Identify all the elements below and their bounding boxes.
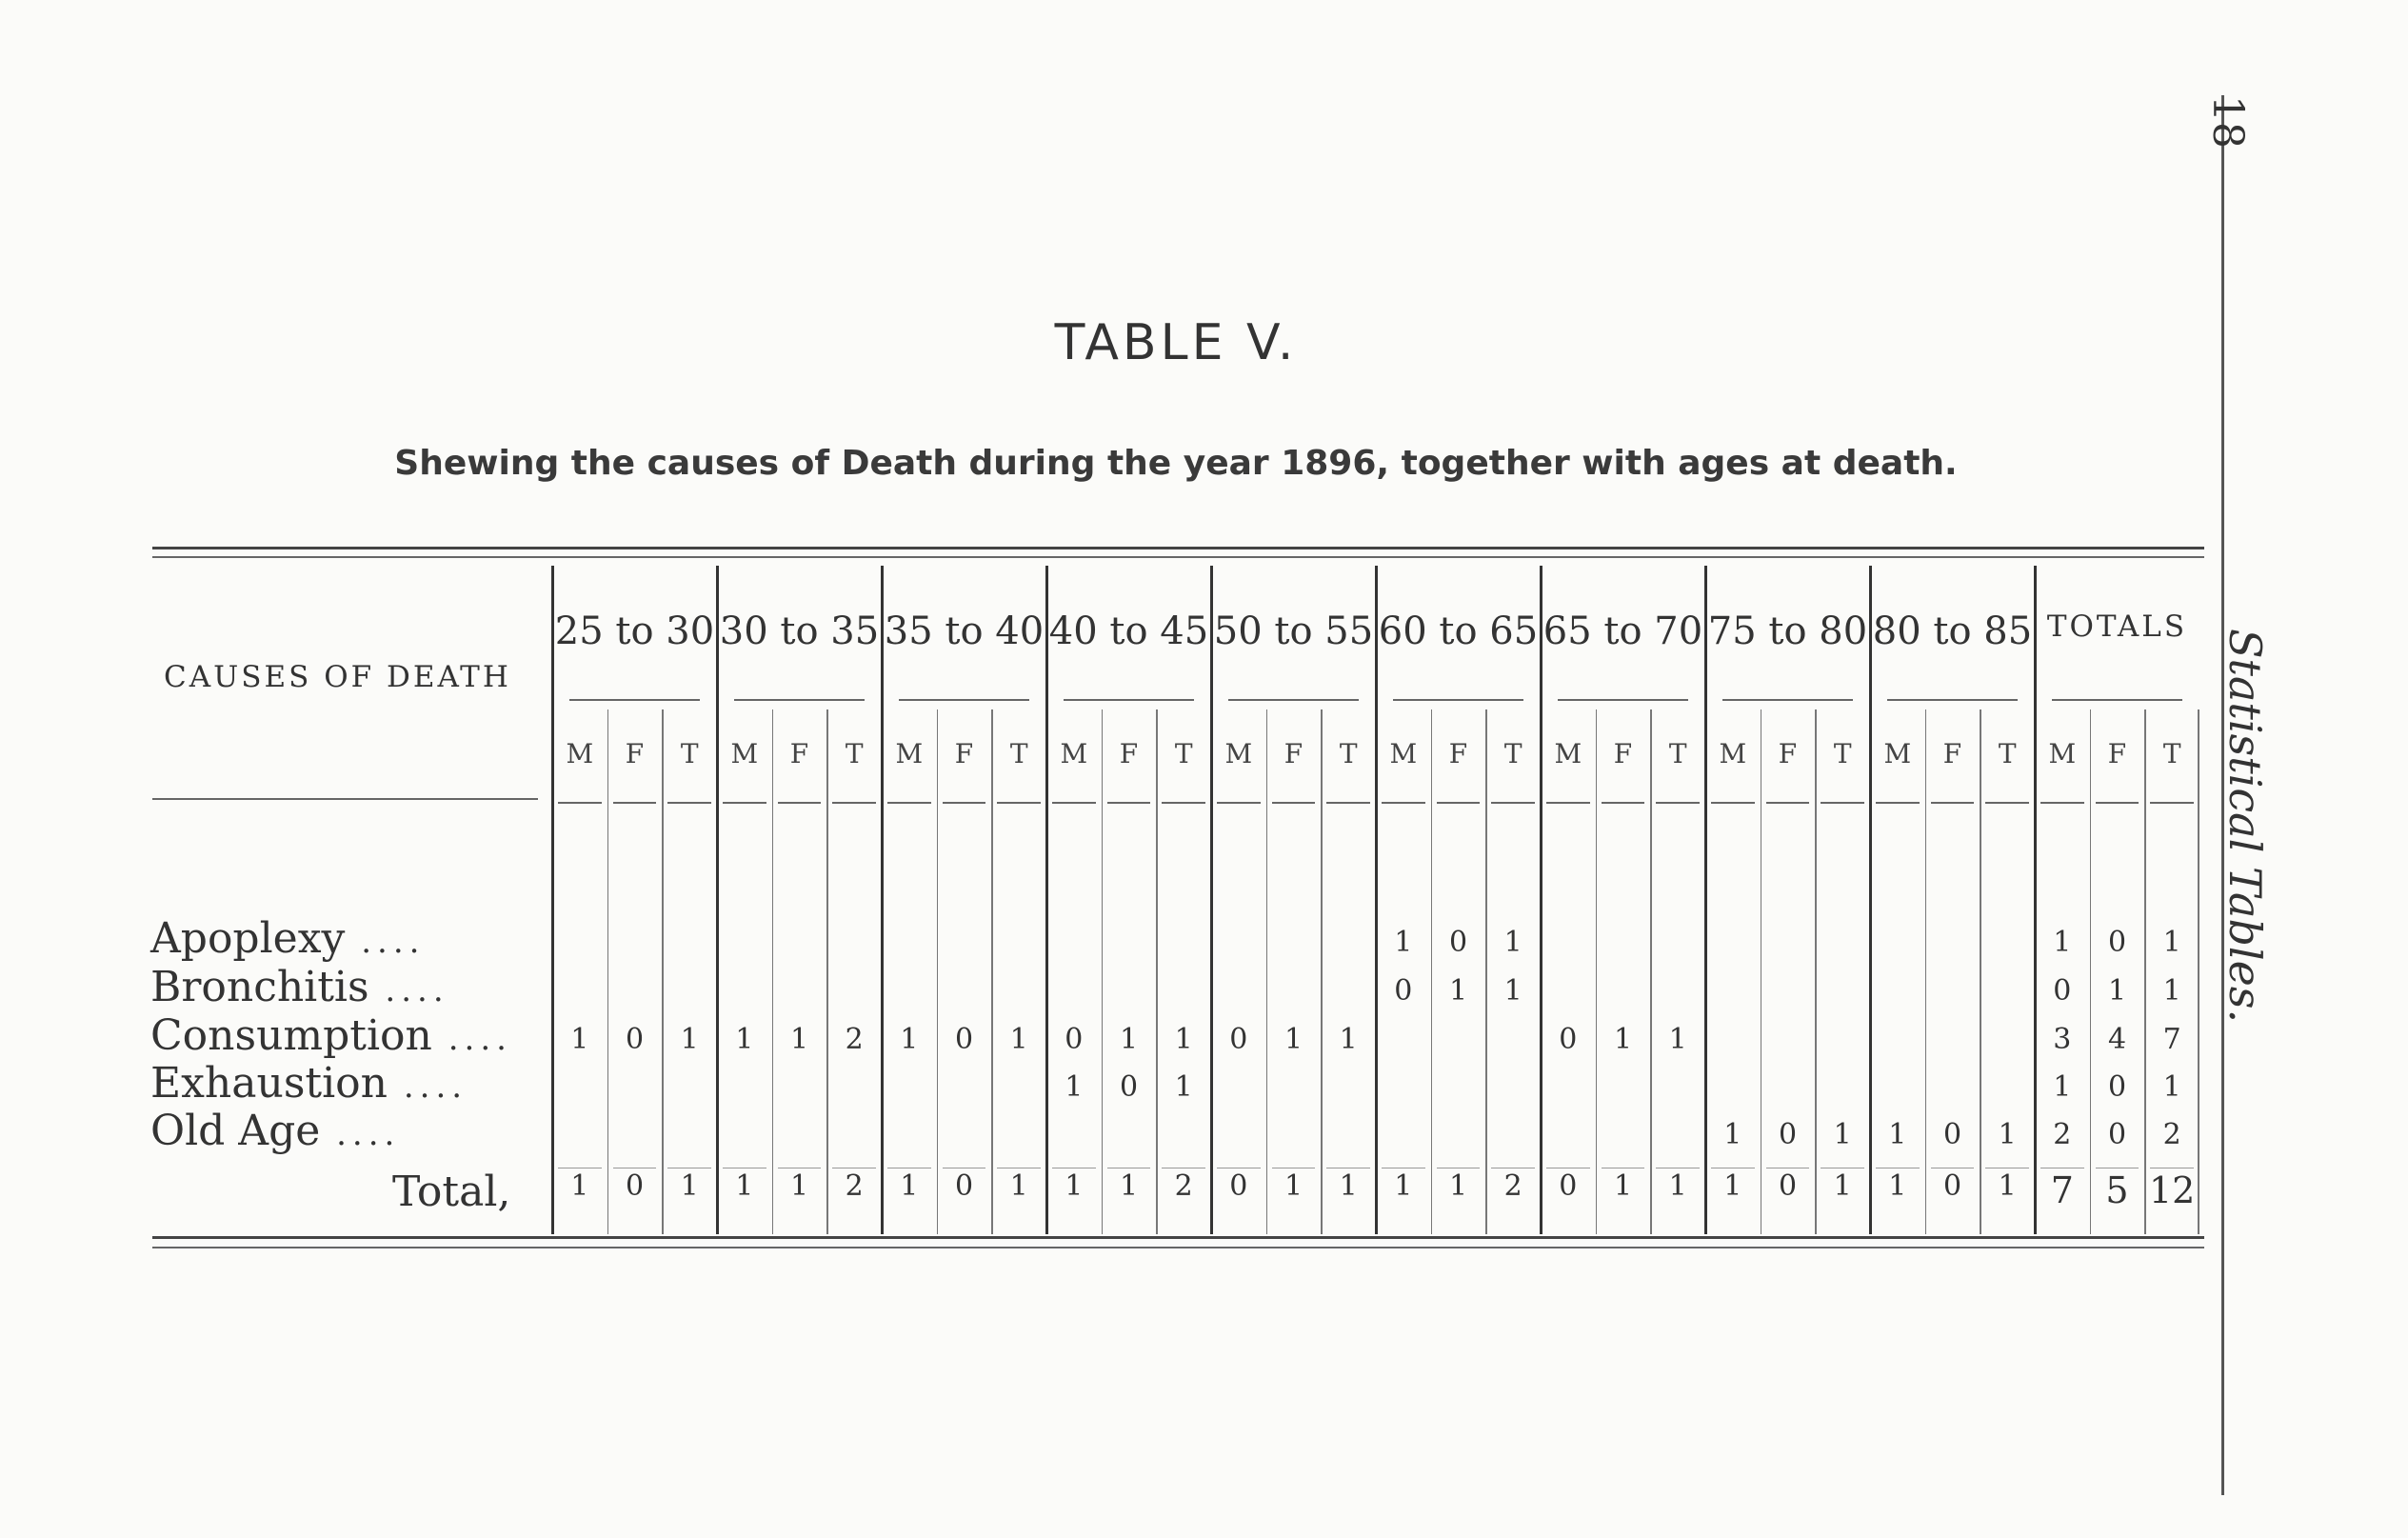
causes-of-death-header: CAUSES OF DEATH <box>164 660 511 694</box>
table-cell: 1 <box>680 1023 699 1056</box>
sub-column-divider <box>662 709 664 1234</box>
table-cell: 1 <box>1723 1118 1742 1151</box>
mft-header: F <box>789 738 809 769</box>
total-cell: 1 <box>1723 1169 1742 1203</box>
table-cell: 1 <box>1998 1118 2017 1151</box>
causes-underline <box>152 798 538 800</box>
mft-underline <box>1217 802 1261 804</box>
mft-header: F <box>1448 738 1468 769</box>
top-rule-inner <box>152 556 2204 558</box>
mft-underline <box>1766 802 1810 804</box>
mft-underline <box>778 802 822 804</box>
table-cell: 1 <box>1119 1023 1139 1056</box>
group-underline <box>1393 699 1523 701</box>
total-cell: 0 <box>625 1169 645 1203</box>
mft-header: M <box>1224 738 1253 769</box>
table-right-edge <box>2198 709 2199 1234</box>
mft-underline <box>1602 802 1645 804</box>
table-cell: 4 <box>2107 1023 2127 1056</box>
table-cell: 2 <box>2162 1118 2181 1151</box>
sub-column-divider <box>1925 709 1927 1234</box>
table-cell: 1 <box>1448 974 1468 1008</box>
table-cell: 0 <box>954 1023 974 1056</box>
table-cell: 0 <box>2107 1070 2127 1104</box>
mft-underline <box>558 802 602 804</box>
total-cell: 1 <box>1009 1169 1028 1203</box>
mft-header: F <box>1778 738 1798 769</box>
total-cell: 0 <box>1778 1169 1798 1203</box>
table-cell: 1 <box>1065 1070 1084 1104</box>
page-number: 18 <box>2203 95 2252 149</box>
mft-underline <box>1876 802 1920 804</box>
table-cell: 0 <box>625 1023 645 1056</box>
total-cell: 1 <box>680 1169 699 1203</box>
group-underline <box>734 699 865 701</box>
sub-column-divider <box>1485 709 1487 1234</box>
group-divider <box>551 566 554 1234</box>
total-cell: 1 <box>789 1169 809 1203</box>
mft-underline <box>1931 802 1975 804</box>
table-cell: 1 <box>1339 1023 1358 1056</box>
mft-header: M <box>730 738 759 769</box>
total-cell: 12 <box>2148 1169 2196 1211</box>
sub-column-divider <box>1321 709 1323 1234</box>
table-cell: 3 <box>2053 1023 2072 1056</box>
group-divider <box>881 566 884 1234</box>
mft-underline <box>1491 802 1535 804</box>
group-underline <box>1558 699 1688 701</box>
table-cell: 0 <box>1394 974 1413 1008</box>
sub-column-divider <box>1980 709 1981 1234</box>
sub-column-divider <box>1156 709 1158 1234</box>
mft-header: F <box>954 738 974 769</box>
running-title: Statistical Tables. <box>2219 629 2271 1024</box>
age-group-header: 65 to 70 <box>1542 609 1703 653</box>
total-cell: 1 <box>1339 1169 1358 1203</box>
group-divider <box>1045 566 1048 1234</box>
age-group-header: 50 to 55 <box>1213 609 1374 653</box>
cause-name: Apoplexy <box>150 914 346 963</box>
total-cell: 0 <box>954 1169 974 1203</box>
total-cell: 1 <box>1998 1169 2017 1203</box>
mft-header: F <box>625 738 645 769</box>
table-cell: 1 <box>570 1023 589 1056</box>
mft-header: M <box>1554 738 1582 769</box>
sub-column-divider <box>1815 709 1817 1234</box>
total-cell: 1 <box>1448 1169 1468 1203</box>
mft-header: T <box>1174 738 1193 769</box>
table-cell: 0 <box>1778 1118 1798 1151</box>
mft-underline <box>1821 802 1864 804</box>
sub-column-divider <box>607 709 609 1234</box>
mft-header: T <box>1833 738 1852 769</box>
table-cell: 1 <box>1174 1023 1193 1056</box>
table-cell: 1 <box>789 1023 809 1056</box>
table-cell: 0 <box>1065 1023 1084 1056</box>
mft-underline <box>1711 802 1755 804</box>
table-cell: 1 <box>1284 1023 1304 1056</box>
bottom-rule-inner <box>152 1247 2204 1248</box>
table-cell: 1 <box>1613 1023 1633 1056</box>
cause-name: Old Age <box>150 1107 321 1155</box>
table-cell: 7 <box>2162 1023 2181 1056</box>
table-cell: 1 <box>2053 926 2072 959</box>
table-cell: 2 <box>845 1023 864 1056</box>
cause-name: Bronchitis <box>150 963 369 1011</box>
table-cell: 0 <box>1942 1118 1962 1151</box>
cause-name: Consumption <box>150 1011 432 1060</box>
table-cell: 1 <box>2107 974 2127 1008</box>
total-cell: 1 <box>1888 1169 1907 1203</box>
leader-dots: .... <box>431 1020 512 1058</box>
mft-header: T <box>1009 738 1028 769</box>
mft-underline <box>1382 802 1425 804</box>
total-cell: 1 <box>570 1169 589 1203</box>
table-cell: 0 <box>1559 1023 1578 1056</box>
mft-underline <box>1107 802 1151 804</box>
age-group-header: 40 to 45 <box>1048 609 1209 653</box>
age-group-header: 80 to 85 <box>1872 609 2033 653</box>
mft-header: T <box>1503 738 1522 769</box>
mft-underline <box>613 802 657 804</box>
table-cell: 1 <box>1503 926 1522 959</box>
total-cell: 1 <box>1065 1169 1084 1203</box>
age-group-header: 25 to 30 <box>554 609 715 653</box>
mft-header: M <box>1883 738 1912 769</box>
group-underline <box>1064 699 1194 701</box>
cause-row-label <box>150 963 449 1011</box>
sub-column-divider <box>826 709 828 1234</box>
table-cell: 1 <box>1668 1023 1687 1056</box>
age-group-header: 75 to 80 <box>1707 609 1868 653</box>
mft-underline <box>943 802 986 804</box>
sub-column-divider <box>1102 709 1104 1234</box>
cause-row-label <box>150 1011 512 1060</box>
table-cell: 1 <box>900 1023 919 1056</box>
table-cell: 1 <box>2162 926 2181 959</box>
mft-underline <box>1546 802 1590 804</box>
age-group-header: 35 to 40 <box>884 609 1045 653</box>
table-cell: 1 <box>1009 1023 1028 1056</box>
age-group-header: 60 to 65 <box>1378 609 1539 653</box>
mft-header: T <box>2162 738 2181 769</box>
table-cell: 1 <box>1833 1118 1852 1151</box>
mft-underline <box>2040 802 2084 804</box>
group-underline <box>2052 699 2182 701</box>
sub-column-divider <box>1596 709 1598 1234</box>
group-underline <box>569 699 700 701</box>
mft-header: T <box>845 738 864 769</box>
group-underline <box>1722 699 1853 701</box>
mft-header: M <box>895 738 924 769</box>
bottom-rule <box>152 1236 2204 1239</box>
table-cell: 1 <box>1503 974 1522 1008</box>
total-cell: 1 <box>1613 1169 1633 1203</box>
total-cell: 7 <box>2050 1169 2074 1211</box>
mft-header: T <box>1339 738 1358 769</box>
mft-underline <box>1656 802 1700 804</box>
total-cell: 1 <box>1284 1169 1304 1203</box>
mft-underline <box>832 802 876 804</box>
sub-column-divider <box>937 709 939 1234</box>
total-cell: 1 <box>1833 1169 1852 1203</box>
total-cell: 1 <box>1668 1169 1687 1203</box>
group-divider <box>1210 566 1213 1234</box>
table-cell: 0 <box>2053 974 2072 1008</box>
table-cell: 1 <box>1174 1070 1193 1104</box>
mft-underline <box>887 802 931 804</box>
total-label: Total, <box>392 1168 511 1216</box>
group-divider <box>1540 566 1542 1234</box>
total-cell: 2 <box>1174 1169 1193 1203</box>
mft-header: F <box>1119 738 1139 769</box>
mft-underline <box>723 802 766 804</box>
mft-underline <box>997 802 1041 804</box>
mft-underline <box>1162 802 1205 804</box>
sub-column-divider <box>1266 709 1268 1234</box>
total-cell: 1 <box>900 1169 919 1203</box>
leader-dots: .... <box>368 971 449 1009</box>
mft-header: F <box>1942 738 1962 769</box>
mft-underline <box>2096 802 2139 804</box>
mft-header: T <box>1998 738 2017 769</box>
cause-row-label <box>150 1107 400 1155</box>
mft-header: F <box>2107 738 2127 769</box>
table-cell: 1 <box>1888 1118 1907 1151</box>
table-cell: 0 <box>1448 926 1468 959</box>
total-cell: 2 <box>1503 1169 1522 1203</box>
leader-dots: .... <box>388 1068 468 1106</box>
sub-column-divider <box>991 709 993 1234</box>
cause-row-label <box>150 1059 468 1108</box>
mft-header: T <box>1668 738 1687 769</box>
age-group-header: TOTALS <box>2046 609 2188 644</box>
total-cell: 1 <box>735 1169 754 1203</box>
mft-underline <box>1985 802 2029 804</box>
table-cell: 0 <box>2107 926 2127 959</box>
mft-header: F <box>1284 738 1304 769</box>
table-cell: 0 <box>1229 1023 1248 1056</box>
group-divider <box>716 566 719 1234</box>
total-cell: 5 <box>2105 1169 2129 1211</box>
sub-column-divider <box>1761 709 1762 1234</box>
table-cell: 1 <box>2162 1070 2181 1104</box>
group-underline <box>1228 699 1359 701</box>
mft-header: T <box>680 738 699 769</box>
total-cell: 1 <box>1119 1169 1139 1203</box>
table-title: TABLE V. <box>1054 314 1298 371</box>
group-underline <box>899 699 1029 701</box>
group-divider <box>1375 566 1378 1234</box>
leader-dots: .... <box>320 1115 401 1153</box>
sub-column-divider <box>1431 709 1433 1234</box>
table-cell: 2 <box>2053 1118 2072 1151</box>
sub-column-divider <box>2144 709 2146 1234</box>
table-cell: 1 <box>2162 974 2181 1008</box>
mft-header: M <box>2048 738 2077 769</box>
mft-underline <box>1437 802 1481 804</box>
mft-header: M <box>1060 738 1088 769</box>
group-underline <box>1887 699 2018 701</box>
cause-row-label <box>150 914 425 963</box>
table-cell: 1 <box>2053 1070 2072 1104</box>
total-cell: 1 <box>1394 1169 1413 1203</box>
total-cell: 0 <box>1942 1169 1962 1203</box>
mft-header: F <box>1613 738 1633 769</box>
age-group-header: 30 to 35 <box>719 609 880 653</box>
sub-column-divider <box>1650 709 1652 1234</box>
leader-dots: .... <box>345 923 426 961</box>
mft-underline <box>667 802 711 804</box>
mft-header: M <box>566 738 594 769</box>
total-cell: 0 <box>1559 1169 1578 1203</box>
mft-underline <box>1272 802 1316 804</box>
cause-name: Exhaustion <box>150 1059 388 1108</box>
mft-header: M <box>1389 738 1418 769</box>
total-cell: 2 <box>845 1169 864 1203</box>
mft-underline <box>2150 802 2194 804</box>
sub-column-divider <box>772 709 774 1234</box>
mft-underline <box>1326 802 1370 804</box>
mft-underline <box>1052 802 1096 804</box>
table-cell: 1 <box>1394 926 1413 959</box>
sub-column-divider <box>2090 709 2092 1234</box>
top-rule <box>152 547 2204 549</box>
table-cell: 0 <box>2107 1118 2127 1151</box>
total-cell: 0 <box>1229 1169 1248 1203</box>
table-subtitle: Shewing the causes of Death during the year 1896, together with ages at death. <box>394 444 1958 483</box>
mft-header: M <box>1719 738 1747 769</box>
table-cell: 1 <box>735 1023 754 1056</box>
table-cell: 0 <box>1119 1070 1139 1104</box>
